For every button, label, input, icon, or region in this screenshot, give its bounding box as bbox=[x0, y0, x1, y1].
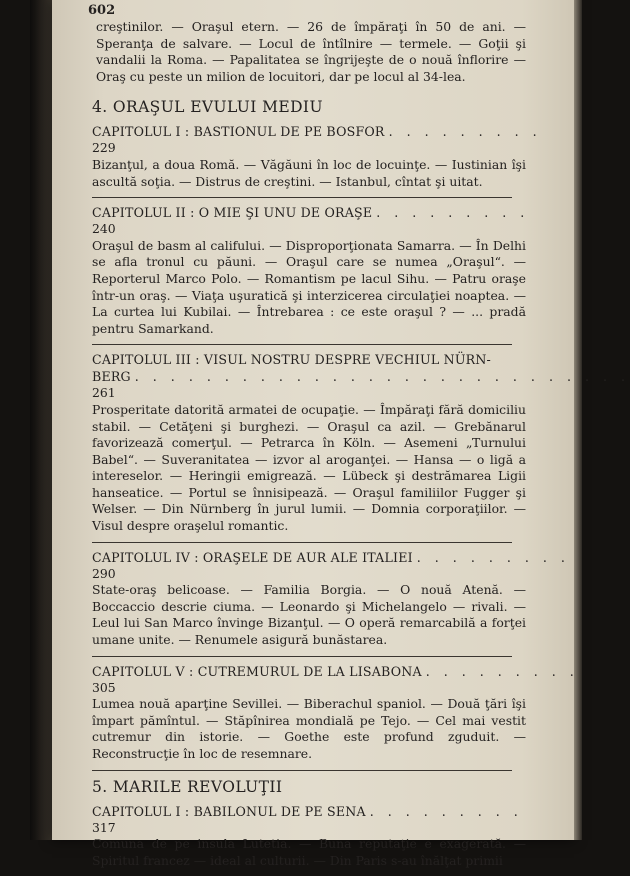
chapter-entry bbox=[92, 351, 630, 534]
section-heading: 5. MARILE REVOLUŢII bbox=[92, 777, 283, 796]
chapter-entry bbox=[92, 803, 526, 870]
leader-dots: . . . . . . . . . bbox=[388, 124, 542, 140]
chapter-title: CAPITOLUL V : CUTREMURUL DE LA LISABONA bbox=[92, 663, 422, 679]
table-of-contents bbox=[88, 0, 630, 876]
chapter-title: CAPITOLUL III : VISUL NOSTRU DESPRE VECHIUL NÜRN- bbox=[92, 352, 492, 368]
chapter-description: Comuna de pe insula Lutetia. — Buna reputaţie e exagerată. — Spiritul francez — ideal al culturii. — Din Paris s-au înălţat primii bbox=[92, 836, 526, 868]
chapter-page: 261 bbox=[92, 385, 116, 401]
chapter-description: Prosperitate datorită armatei de ocupaţie. — Împăraţi fără domiciliu stabil. — Cetăţeni şi burghezi. — Oraşul ca azil. — Grebănarul favorizează comerţul. — Petrarca în Köln. — Asemeni „Turnului Babel“. — Suveranitatea — izvor al aroganţei. — Hansa — o ligă a intereselor. — Heringii emigrează. — Lübeck şi destrămarea Ligii hanseatice. — Portul se înnisipează. — Oraşul familiilor Fugger şi Welser. — Din Nürnberg în jurul lumii. — Domnia corporaţiilor. — Visul despre oraşelul romantic. bbox=[92, 401, 526, 534]
section-4 bbox=[92, 97, 630, 762]
chapter-title: CAPITOLUL I : BASTIONUL DE PE BOSFOR bbox=[92, 124, 385, 140]
page-edge bbox=[574, 0, 582, 840]
section-5 bbox=[92, 777, 526, 870]
chapter-page: 290 bbox=[92, 565, 116, 581]
intro-paragraph: creştinilor. — Oraşul etern. — 26 de împăraţi în 50 de ani. — Speranţa de salvare. — Locul de întîlnire — termele. — Goţii şi vandalii la Roma. — Papalitatea se îngrijeşte de o nouă înflorire — Oraş cu peste un milion de locuitori, dar pe locul al 34-lea. bbox=[96, 19, 526, 84]
chapter-title: CAPITOLUL I : BABILONUL DE PE SENA bbox=[92, 803, 366, 819]
divider bbox=[92, 344, 512, 345]
chapter-description: Lumea nouă aparţine Sevillei. — Biberachul spaniol. — Două ţări îşi împart pămîntul. — Stăpînirea mondială pe Tejo. — Cel mai vestit cutremur din istorie. — Goethe este profund zguduit. — Reconstrucţie în loc de resemnare. bbox=[92, 696, 526, 761]
chapter-title-continued: BERG bbox=[92, 369, 131, 385]
divider bbox=[92, 656, 512, 657]
divider bbox=[92, 542, 512, 543]
chapter-entry bbox=[92, 549, 570, 649]
chapter-description: Bizanţul, a doua Romă. — Văgăuni în loc de locuinţe. — Iustinian îşi ascultă soţia. — Distrus de creştini. — Istanbul, cîntat şi uitat. bbox=[92, 156, 526, 189]
chapter-page: 240 bbox=[92, 221, 116, 237]
chapter-entry bbox=[92, 123, 542, 190]
chapter-entry bbox=[92, 204, 530, 337]
chapter-title: CAPITOLUL II : O MIE ŞI UNU DE ORAŞE bbox=[92, 205, 373, 221]
section-heading: 4. ORAŞUL EVULUI MEDIU bbox=[92, 98, 323, 117]
chapter-page: 305 bbox=[92, 679, 116, 695]
chapter-description: State-oraş belicoase. — Familia Borgia. — O nouă Atenă. — Boccaccio descrie ciuma. — Leonardo şi Michelangelo — rivali. — Leul lui San Marco învinge Bizanţul. — O operă remarcabilă a forţei umane unite. — Renumele asigură bunăstarea. bbox=[92, 582, 526, 648]
page-number: 602 bbox=[88, 3, 116, 18]
chapter-page: 317 bbox=[92, 819, 116, 835]
leader-dots: . . . . . . . . . bbox=[369, 803, 523, 819]
chapter-title: CAPITOLUL IV : ORAŞELE DE AUR ALE ITALIEI bbox=[92, 549, 413, 565]
chapter-description: Oraşul de basm al califului. — Disproporţionata Samarra. — În Delhi se afla tronul cu păuni. — Oraşul care se numea „Oraşul“. — Reporterul Marco Polo. — Romantism pe lacul Sihu. — Patru oraşe într-un oraş. — Viaţa uşuratică şi interzicerea circulaţiei noaptea. — La curtea lui Kubilai. — Întrebarea : ce este oraşul ? — ... pradă pentru Samarkand. bbox=[92, 237, 526, 336]
leader-dots: . . . . . . . . . bbox=[416, 549, 570, 565]
chapter-entry bbox=[92, 663, 579, 763]
divider bbox=[92, 197, 512, 198]
leader-dots: . . . . . . . . . . . . . . . . . . . . . . . . . . . . bbox=[134, 369, 630, 385]
leader-dots: . . . . . . . . . bbox=[376, 205, 530, 221]
leader-dots: . . . . . . . . . bbox=[425, 663, 579, 679]
divider bbox=[92, 770, 512, 771]
book-spine bbox=[30, 0, 52, 840]
chapter-page: 229 bbox=[92, 140, 116, 156]
